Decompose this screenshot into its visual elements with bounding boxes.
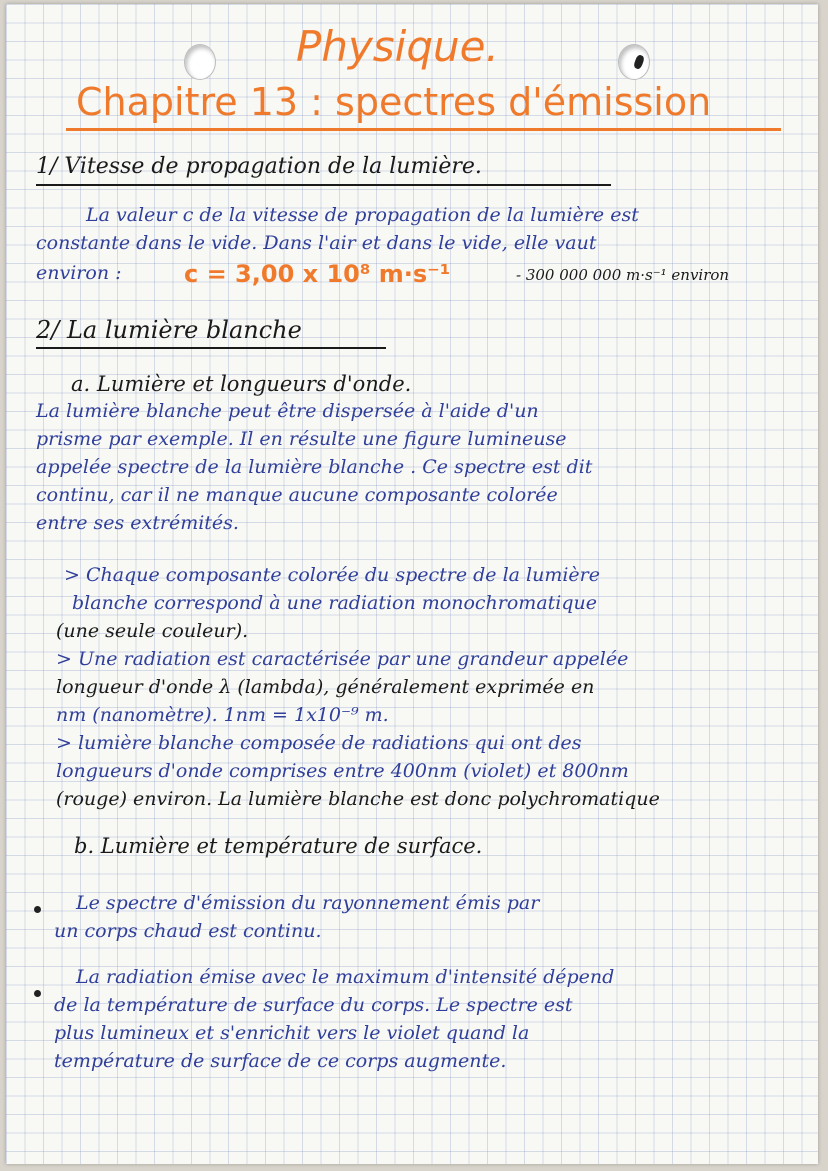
s1-line-3: environ : [36,262,122,284]
point-line-9: (rouge) environ. La lumière blanche est donc polychromatique [56,788,660,810]
section2-underline [36,347,386,349]
point-line-5: longueur d'onde λ (lambda), généralement exprimée en [56,676,595,698]
b2-line-4: température de surface de ce corps augmente. [54,1050,507,1072]
formula-note: - 300 000 000 m·s⁻¹ environ [516,266,730,284]
title-underline [66,128,781,131]
a-line-1: La lumière blanche peut être dispersée à l'aide d'un [36,400,539,422]
section2-heading: 2/ La lumière blanche [36,316,302,344]
a-line-4: continu, car il ne manque aucune composante colorée [36,484,558,506]
page-title: Physique. [296,22,499,71]
s1-line-1: La valeur c de la vitesse de propagation de la lumière est [86,204,639,226]
section1-underline [36,184,611,186]
b1-line-2: un corps chaud est continu. [54,920,322,942]
sub-b-heading: b. Lumière et température de surface. [74,834,483,858]
notebook-page [6,4,818,1164]
b2-line-1: La radiation émise avec le maximum d'intensité dépend [76,966,615,988]
bullet-dot-1 [34,906,41,913]
chapter-title: Chapitre 13 : spectres d'émission [76,80,712,124]
section1-heading: 1/ Vitesse de propagation de la lumière. [36,154,482,179]
a-line-3: appelée spectre de la lumière blanche . Ce spectre est dit [36,456,593,478]
b2-line-3: plus lumineux et s'enrichit vers le violet quand la [54,1022,530,1044]
sub-a-heading: a. Lumière et longueurs d'onde. [71,372,412,396]
punch-hole-right [618,44,650,80]
b2-line-2: de la température de surface du corps. Le spectre est [54,994,573,1016]
point-line-8: longueurs d'onde comprises entre 400nm (violet) et 800nm [56,760,629,782]
point-line-7: > lumière blanche composée de radiations qui ont des [56,732,582,754]
point-line-3: (une seule couleur). [56,620,249,642]
point-line-2: blanche correspond à une radiation monochromatique [72,592,598,614]
punch-hole-left [184,44,216,80]
s1-line-2: constante dans le vide. Dans l'air et dans le vide, elle vaut [36,232,597,254]
speed-formula: c = 3,00 x 10⁸ m·s⁻¹ [184,260,451,288]
point-line-6: nm (nanomètre). 1nm = 1x10⁻⁹ m. [56,704,389,726]
a-line-5: entre ses extrémités. [36,512,239,534]
b1-line-1: Le spectre d'émission du rayonnement émis par [76,892,540,914]
point-line-1: > Chaque composante colorée du spectre de la lumière [64,564,600,586]
a-line-2: prisme par exemple. Il en résulte une figure lumineuse [36,428,567,450]
bullet-dot-2 [34,990,41,997]
point-line-4: > Une radiation est caractérisée par une grandeur appelée [56,648,629,670]
